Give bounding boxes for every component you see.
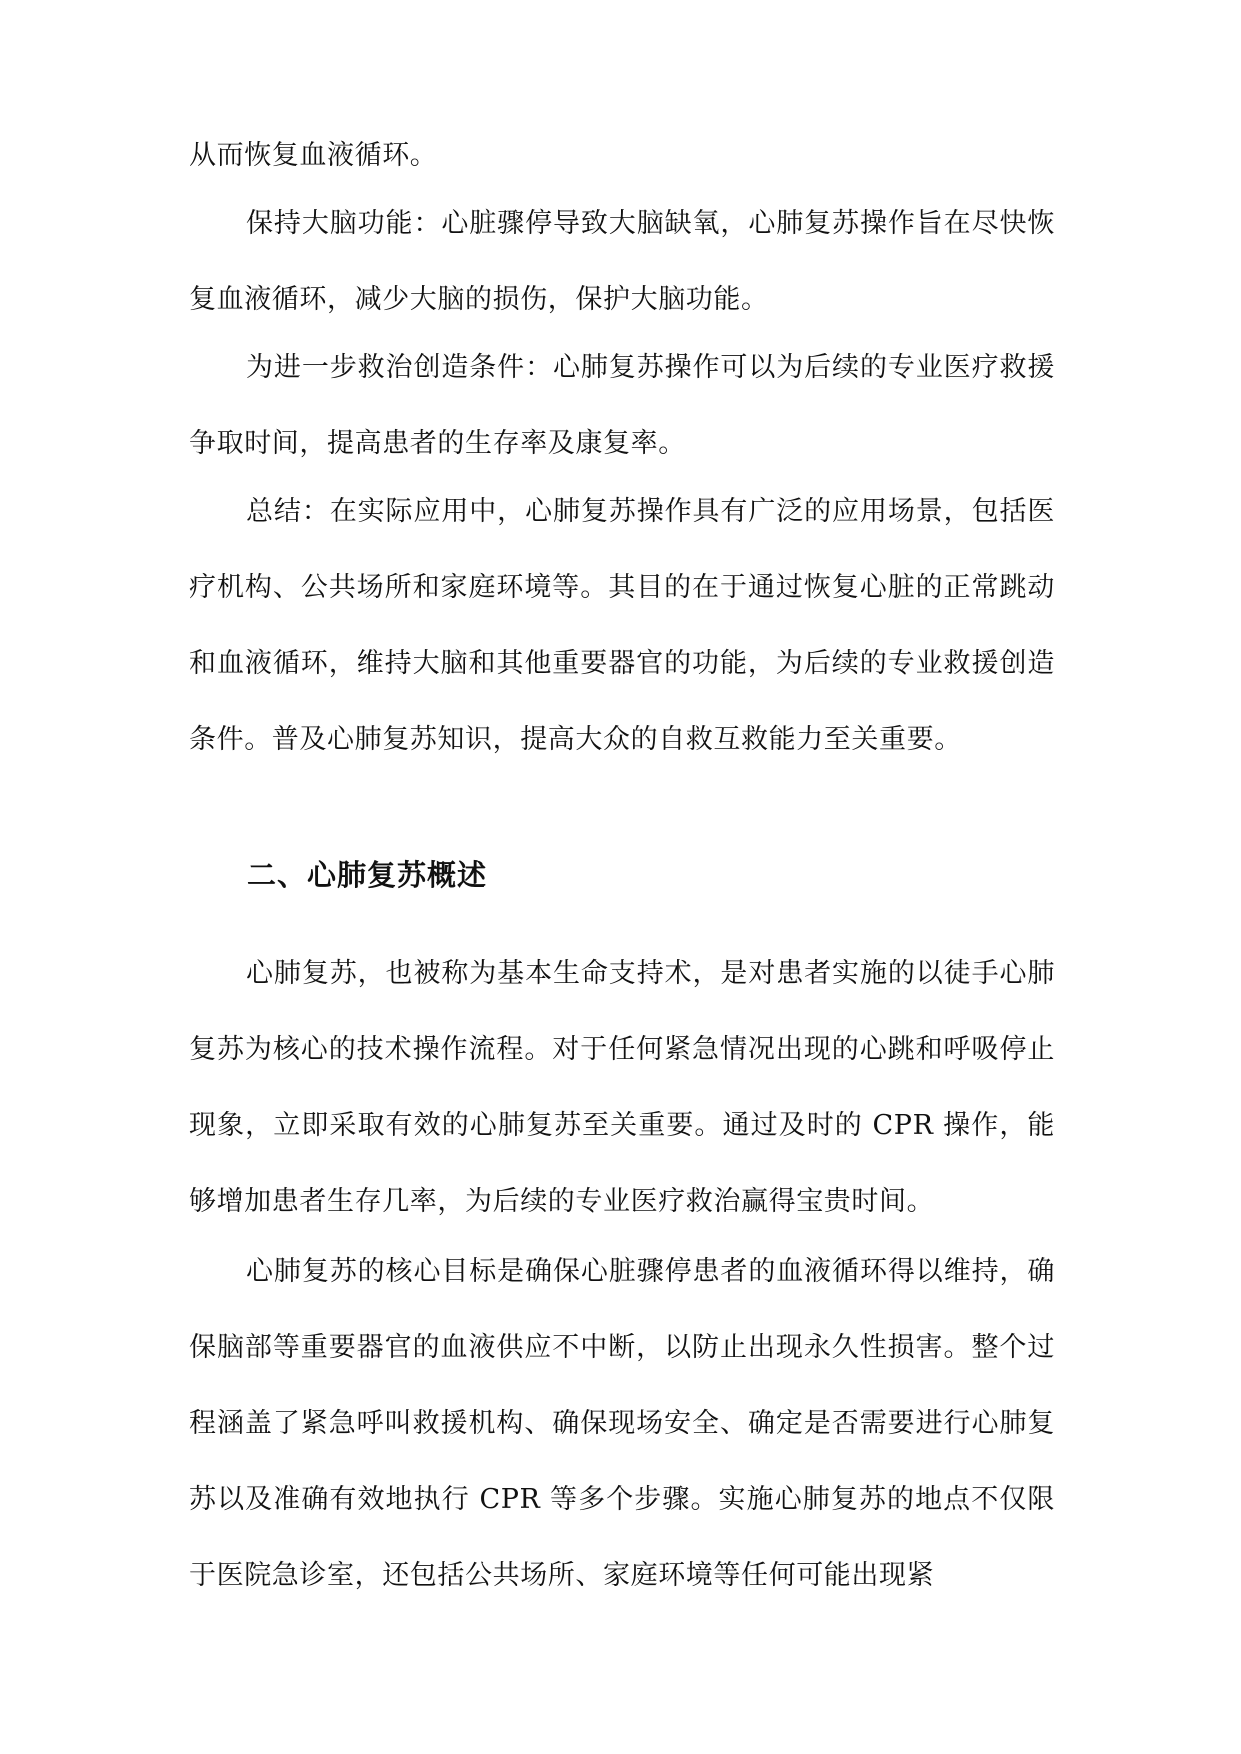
section-heading: 二、心肺复苏概述: [247, 858, 488, 892]
paragraph-cpr-goal: 心肺复苏的核心目标是确保心脏骤停患者的血液循环得以维持，确保脑部等重要器官的血液供应不中断，以防止出现永久性损害。整个过程涵盖了紧急呼叫救援机构、确保现场安全、确定是否需要进行心肺复苏以及准确有效地执行 CPR 等多个步骤。实施心肺复苏的地点不仅限于医院急诊室，还包括公共场所、家庭环境等任何可能出现紧: [189, 1256, 1055, 1591]
paragraph-summary: 总结：在实际应用中，心肺复苏操作具有广泛的应用场景，包括医疗机构、公共场所和家庭环境等。其目的在于通过恢复心脏的正常跳动和血液循环，维持大脑和其他重要器官的功能，为后续的专业救援创造条件。普及心肺复苏知识，提高大众的自救互救能力至关重要。: [189, 496, 1055, 755]
paragraph-continuation: 从而恢复血液循环。: [189, 140, 438, 171]
paragraph-brain-function: 保持大脑功能：心脏骤停导致大脑缺氧，心肺复苏操作旨在尽快恢复血液循环，减少大脑的损伤，保护大脑功能。: [189, 208, 1055, 315]
paragraph-cpr-overview: 心肺复苏，也被称为基本生命支持术，是对患者实施的以徒手心肺复苏为核心的技术操作流程。对于任何紧急情况出现的心跳和呼吸停止现象，立即采取有效的心肺复苏至关重要。通过及时的 CPR 操作，能够增加患者生存几率，为后续的专业医疗救治赢得宝贵时间。: [189, 958, 1055, 1217]
paragraph-further-treatment: 为进一步救治创造条件：心肺复苏操作可以为后续的专业医疗救援争取时间，提高患者的生存率及康复率。: [189, 352, 1055, 459]
